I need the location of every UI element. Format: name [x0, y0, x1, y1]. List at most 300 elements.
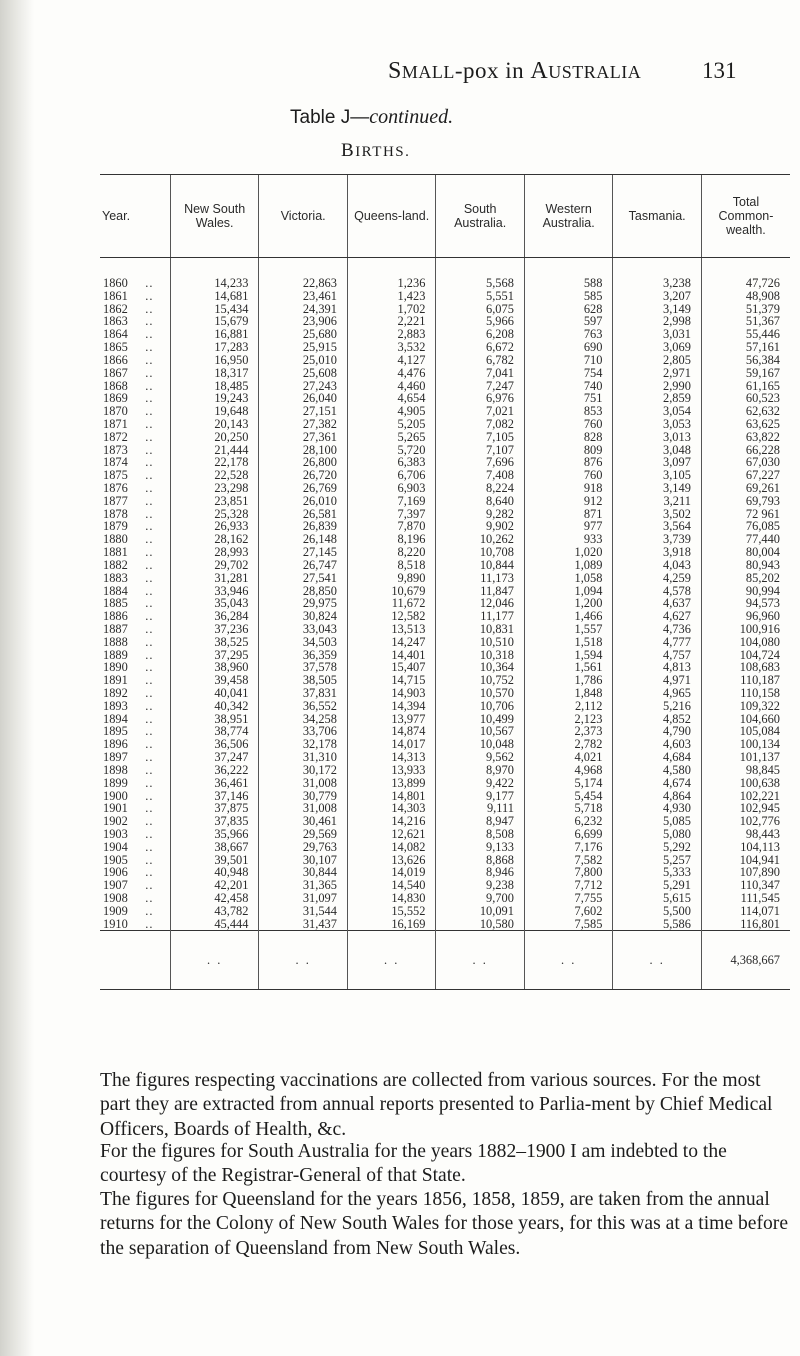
- value-cell: 760: [524, 469, 613, 482]
- value-cell: 96,960: [701, 610, 790, 623]
- year-cell: 1886: [103, 609, 128, 624]
- value-cell: 14,903: [347, 687, 436, 700]
- table-row: [100, 354, 790, 367]
- leader-dots: ..: [145, 596, 154, 611]
- value-cell: 3,564: [613, 520, 702, 533]
- total-placeholder-western-australia: . .: [524, 931, 613, 990]
- value-cell: 5,292: [613, 841, 702, 854]
- value-cell: 76,085: [701, 520, 790, 533]
- table-row: [100, 764, 790, 777]
- value-cell: 10,318: [436, 649, 525, 662]
- value-cell: 85,202: [701, 572, 790, 585]
- year-cell: 1866: [103, 352, 128, 367]
- value-cell: 14,681: [170, 290, 259, 303]
- value-cell: 24,391: [259, 303, 348, 316]
- paragraph-south-australia-note: For the figures for South Australia for the years 1882–1900 I am indebted to the courtesy of the Registrar-General of that State.: [100, 1141, 727, 1187]
- value-cell: 23,298: [170, 482, 259, 495]
- column-header-western-australia: Western Australia.: [524, 175, 613, 258]
- value-cell: 37,875: [170, 802, 259, 815]
- table-row: [100, 918, 790, 931]
- value-cell: 104,080: [701, 636, 790, 649]
- value-cell: 7,870: [347, 520, 436, 533]
- value-cell: 3,097: [613, 456, 702, 469]
- value-cell: 14,401: [347, 649, 436, 662]
- value-cell: 5,500: [613, 905, 702, 918]
- year-cell: 1873: [103, 442, 128, 457]
- table-title: Table J—continued.: [290, 106, 454, 128]
- year-cell: 1862: [103, 301, 128, 316]
- value-cell: 10,499: [436, 713, 525, 726]
- value-cell: 28,993: [170, 546, 259, 559]
- table-row: [100, 495, 790, 508]
- value-cell: 19,648: [170, 405, 259, 418]
- value-cell: 36,222: [170, 764, 259, 777]
- value-cell: 30,844: [259, 866, 348, 879]
- table-row: [100, 687, 790, 700]
- year-cell: 1890: [103, 660, 128, 675]
- leader-dots: ..: [145, 814, 154, 829]
- value-cell: 7,169: [347, 495, 436, 508]
- value-cell: 10,580: [436, 918, 525, 931]
- value-cell: 4,930: [613, 802, 702, 815]
- leader-dots: ..: [145, 686, 154, 700]
- value-cell: 740: [524, 380, 613, 393]
- value-cell: 14,017: [347, 738, 436, 751]
- value-cell: 5,720: [347, 444, 436, 457]
- value-cell: 22,528: [170, 469, 259, 482]
- value-cell: 102,221: [701, 790, 790, 803]
- value-cell: 45,444: [170, 918, 259, 931]
- value-cell: 8,947: [436, 815, 525, 828]
- value-cell: 19,243: [170, 392, 259, 405]
- table-row: [100, 700, 790, 713]
- value-cell: 27,243: [259, 380, 348, 393]
- year-cell: 1880: [103, 532, 128, 547]
- leader-dots: ..: [145, 416, 154, 431]
- value-cell: 10,752: [436, 674, 525, 687]
- value-cell: 15,434: [170, 303, 259, 316]
- value-cell: 5,205: [347, 418, 436, 431]
- value-cell: 14,313: [347, 751, 436, 764]
- year-cell: 1875: [103, 468, 128, 483]
- leader-dots: ..: [145, 852, 154, 867]
- value-cell: 5,291: [613, 879, 702, 892]
- value-cell: 1,020: [524, 546, 613, 559]
- value-cell: 1,848: [524, 687, 613, 700]
- table-row: [100, 905, 790, 918]
- value-cell: 6,903: [347, 482, 436, 495]
- value-cell: 31,008: [259, 802, 348, 815]
- value-cell: 14,801: [347, 790, 436, 803]
- year-cell: 1884: [103, 583, 128, 598]
- value-cell: 7,082: [436, 418, 525, 431]
- value-cell: 14,082: [347, 841, 436, 854]
- value-cell: 2,990: [613, 380, 702, 393]
- value-cell: 62,632: [701, 405, 790, 418]
- value-cell: 2,971: [613, 367, 702, 380]
- value-cell: 42,458: [170, 892, 259, 905]
- value-cell: 72 961: [701, 508, 790, 521]
- year-cell: 1895: [103, 724, 128, 739]
- value-cell: 7,696: [436, 456, 525, 469]
- value-cell: 35,043: [170, 597, 259, 610]
- value-cell: 5,568: [436, 277, 525, 290]
- value-cell: 2,859: [613, 392, 702, 405]
- leader-dots: ..: [145, 327, 154, 342]
- value-cell: 10,679: [347, 585, 436, 598]
- value-cell: 9,562: [436, 751, 525, 764]
- value-cell: 22,178: [170, 456, 259, 469]
- value-cell: 100,134: [701, 738, 790, 751]
- year-cell: 1871: [103, 416, 128, 431]
- value-cell: 4,757: [613, 649, 702, 662]
- value-cell: 3,105: [613, 469, 702, 482]
- table-row: [100, 777, 790, 790]
- value-cell: 9,700: [436, 892, 525, 905]
- value-cell: 4,627: [613, 610, 702, 623]
- value-cell: 38,667: [170, 841, 259, 854]
- leader-dots: ..: [145, 506, 154, 521]
- value-cell: 11,847: [436, 585, 525, 598]
- value-cell: 38,774: [170, 725, 259, 738]
- table-row: [100, 431, 790, 444]
- value-cell: 114,071: [701, 905, 790, 918]
- value-cell: 4,864: [613, 790, 702, 803]
- value-cell: 28,100: [259, 444, 348, 457]
- value-cell: 690: [524, 341, 613, 354]
- value-cell: 14,540: [347, 879, 436, 892]
- leader-dots: ..: [145, 545, 154, 560]
- value-cell: 2,123: [524, 713, 613, 726]
- value-cell: 60,523: [701, 392, 790, 405]
- value-cell: 31,008: [259, 777, 348, 790]
- value-cell: 18,485: [170, 380, 259, 393]
- value-cell: 27,361: [259, 431, 348, 444]
- value-cell: 7,602: [524, 905, 613, 918]
- value-cell: 3,054: [613, 405, 702, 418]
- value-cell: 110,347: [701, 879, 790, 892]
- value-cell: 26,747: [259, 559, 348, 572]
- value-cell: 25,328: [170, 508, 259, 521]
- leader-dots: ..: [145, 698, 154, 713]
- value-cell: 23,461: [259, 290, 348, 303]
- year-cell: 1860: [103, 276, 128, 290]
- value-cell: 26,933: [170, 520, 259, 533]
- leader-dots: ..: [145, 442, 154, 457]
- value-cell: 36,284: [170, 610, 259, 623]
- value-cell: 5,454: [524, 790, 613, 803]
- table-subtitle: BIRTHS.: [341, 140, 411, 161]
- leader-dots: ..: [145, 711, 154, 726]
- value-cell: 9,422: [436, 777, 525, 790]
- value-cell: 4,674: [613, 777, 702, 790]
- value-cell: 36,506: [170, 738, 259, 751]
- value-cell: 7,800: [524, 866, 613, 879]
- value-cell: 4,684: [613, 751, 702, 764]
- value-cell: 11,177: [436, 610, 525, 623]
- value-cell: 42,201: [170, 879, 259, 892]
- value-cell: 10,570: [436, 687, 525, 700]
- leader-dots: ..: [145, 621, 154, 636]
- value-cell: 102,945: [701, 802, 790, 815]
- value-cell: 28,162: [170, 533, 259, 546]
- value-cell: 110,187: [701, 674, 790, 687]
- value-cell: 4,852: [613, 713, 702, 726]
- paragraph-queensland-note: The figures for Queensland for the years 1856, 1858, 1859, are taken from the annual returns for the Colony of New South Wales for those years, for this was at a time before the separation of Queensland from New South Wales.: [100, 1189, 789, 1259]
- value-cell: 94,573: [701, 597, 790, 610]
- value-cell: 26,040: [259, 392, 348, 405]
- leader-dots: ..: [145, 916, 154, 931]
- value-cell: 4,460: [347, 380, 436, 393]
- leader-dots: ..: [145, 288, 154, 303]
- value-cell: 11,672: [347, 597, 436, 610]
- value-cell: 27,541: [259, 572, 348, 585]
- year-cell: 1876: [103, 481, 128, 495]
- value-cell: 4,813: [613, 661, 702, 674]
- value-cell: 5,333: [613, 866, 702, 879]
- value-cell: 6,706: [347, 469, 436, 482]
- value-cell: 3,238: [613, 277, 702, 290]
- value-cell: 8,518: [347, 559, 436, 572]
- value-cell: 33,706: [259, 725, 348, 738]
- column-header-victoria: Victoria.: [259, 175, 348, 258]
- value-cell: 3,048: [613, 444, 702, 457]
- value-cell: 7,397: [347, 508, 436, 521]
- value-cell: 100,638: [701, 777, 790, 790]
- value-cell: 10,844: [436, 559, 525, 572]
- year-cell: 1863: [103, 314, 128, 329]
- value-cell: 3,053: [613, 418, 702, 431]
- value-cell: 107,890: [701, 866, 790, 879]
- value-cell: 27,145: [259, 546, 348, 559]
- value-cell: 14,715: [347, 674, 436, 687]
- value-cell: 628: [524, 303, 613, 316]
- value-cell: 104,660: [701, 713, 790, 726]
- year-cell: 1882: [103, 557, 128, 572]
- value-cell: 14,019: [347, 866, 436, 879]
- total-placeholder-south-australia: . .: [436, 931, 525, 990]
- year-cell: 1879: [103, 519, 128, 534]
- leader-dots: ..: [145, 352, 154, 367]
- year-cell: 1905: [103, 852, 128, 867]
- year-cell: 1907: [103, 878, 128, 893]
- value-cell: 9,282: [436, 508, 525, 521]
- year-cell: 1902: [103, 814, 128, 829]
- value-cell: 2,373: [524, 725, 613, 738]
- table-row: [100, 892, 790, 905]
- table-row: [100, 751, 790, 764]
- value-cell: 1,236: [347, 277, 436, 290]
- year-cell: 1897: [103, 750, 128, 765]
- value-cell: 1,466: [524, 610, 613, 623]
- value-cell: 3,031: [613, 328, 702, 341]
- value-cell: 31,310: [259, 751, 348, 764]
- value-cell: 7,712: [524, 879, 613, 892]
- value-cell: 5,216: [613, 700, 702, 713]
- value-cell: 108,683: [701, 661, 790, 674]
- table-header-row: [100, 175, 790, 258]
- value-cell: 3,149: [613, 303, 702, 316]
- leader-dots: ..: [145, 891, 154, 905]
- table-row: [100, 546, 790, 559]
- value-cell: 7,105: [436, 431, 525, 444]
- value-cell: 25,915: [259, 341, 348, 354]
- value-cell: 77,440: [701, 533, 790, 546]
- value-cell: 34,258: [259, 713, 348, 726]
- value-cell: 7,041: [436, 367, 525, 380]
- value-cell: 61,165: [701, 380, 790, 393]
- value-cell: 6,976: [436, 392, 525, 405]
- value-cell: 27,151: [259, 405, 348, 418]
- value-cell: 4,971: [613, 674, 702, 687]
- leader-dots: ..: [145, 493, 154, 508]
- value-cell: 754: [524, 367, 613, 380]
- value-cell: 5,586: [613, 918, 702, 931]
- value-cell: 66,228: [701, 444, 790, 457]
- year-cell: 1891: [103, 673, 128, 688]
- table-row: [100, 828, 790, 841]
- table-row: [100, 636, 790, 649]
- value-cell: 4,603: [613, 738, 702, 751]
- value-cell: 90,994: [701, 585, 790, 598]
- value-cell: 4,790: [613, 725, 702, 738]
- value-cell: 588: [524, 277, 613, 290]
- births-table: [100, 174, 790, 990]
- value-cell: 26,010: [259, 495, 348, 508]
- value-cell: 55,446: [701, 328, 790, 341]
- value-cell: 116,801: [701, 918, 790, 931]
- value-cell: 111,545: [701, 892, 790, 905]
- value-cell: 2,112: [524, 700, 613, 713]
- value-cell: 11,173: [436, 572, 525, 585]
- value-cell: 1,561: [524, 661, 613, 674]
- value-cell: 13,626: [347, 854, 436, 867]
- leader-dots: ..: [145, 314, 154, 329]
- value-cell: 26,720: [259, 469, 348, 482]
- value-cell: 29,975: [259, 597, 348, 610]
- leader-dots: ..: [145, 647, 154, 662]
- value-cell: 876: [524, 456, 613, 469]
- value-cell: 69,261: [701, 482, 790, 495]
- value-cell: 5,257: [613, 854, 702, 867]
- value-cell: 23,906: [259, 315, 348, 328]
- value-cell: 5,966: [436, 315, 525, 328]
- value-cell: 10,091: [436, 905, 525, 918]
- value-cell: 8,220: [347, 546, 436, 559]
- value-cell: 37,247: [170, 751, 259, 764]
- table-row: [100, 559, 790, 572]
- year-cell: 1893: [103, 698, 128, 713]
- value-cell: 4,968: [524, 764, 613, 777]
- value-cell: 31,365: [259, 879, 348, 892]
- page-number: 131: [702, 58, 737, 83]
- value-cell: 37,236: [170, 623, 259, 636]
- leader-dots: ..: [145, 532, 154, 547]
- value-cell: 5,174: [524, 777, 613, 790]
- value-cell: 10,262: [436, 533, 525, 546]
- value-cell: 57,161: [701, 341, 790, 354]
- year-cell: 1867: [103, 365, 128, 380]
- value-cell: 98,443: [701, 828, 790, 841]
- value-cell: 918: [524, 482, 613, 495]
- total-placeholder-tasmania: . .: [613, 931, 702, 990]
- value-cell: 912: [524, 495, 613, 508]
- column-header-year: Year.: [100, 175, 170, 258]
- value-cell: 1,702: [347, 303, 436, 316]
- paragraph-vaccination-sources: The figures respecting vaccinations are collected from various sources. For the most part they are extracted from annual reports presented to Parlia-ment by Chief Medical Officers, Boards of Health, &c.: [100, 1070, 773, 1140]
- value-cell: 14,233: [170, 277, 259, 290]
- year-cell: 1869: [103, 391, 128, 406]
- table-row: [100, 623, 790, 636]
- leader-dots: ..: [145, 865, 154, 880]
- value-cell: 25,608: [259, 367, 348, 380]
- year-cell: 1908: [103, 891, 128, 905]
- page-binding-shadow: [0, 0, 34, 1356]
- year-cell: 1896: [103, 737, 128, 752]
- value-cell: 36,359: [259, 649, 348, 662]
- value-cell: 6,782: [436, 354, 525, 367]
- total-placeholder-queensland: . .: [347, 931, 436, 990]
- value-cell: 4,476: [347, 367, 436, 380]
- value-cell: 9,111: [436, 802, 525, 815]
- value-cell: 15,552: [347, 905, 436, 918]
- year-cell: 1874: [103, 455, 128, 470]
- grand-total-cell: 4,368,667: [701, 931, 790, 990]
- value-cell: 16,881: [170, 328, 259, 341]
- year-cell: 1909: [103, 903, 128, 918]
- value-cell: 9,890: [347, 572, 436, 585]
- value-cell: 26,800: [259, 456, 348, 469]
- year-cell: 1899: [103, 775, 128, 790]
- value-cell: 9,902: [436, 520, 525, 533]
- value-cell: 29,702: [170, 559, 259, 572]
- value-cell: 1,594: [524, 649, 613, 662]
- value-cell: 30,461: [259, 815, 348, 828]
- value-cell: 7,582: [524, 854, 613, 867]
- value-cell: 14,874: [347, 725, 436, 738]
- value-cell: 35,966: [170, 828, 259, 841]
- value-cell: 2,782: [524, 738, 613, 751]
- year-cell: 1877: [103, 493, 128, 508]
- value-cell: 6,232: [524, 815, 613, 828]
- value-cell: 7,107: [436, 444, 525, 457]
- value-cell: 104,941: [701, 854, 790, 867]
- column-header-total: Total Common-wealth.: [701, 175, 790, 258]
- table-total-row: [100, 931, 790, 990]
- value-cell: 13,513: [347, 623, 436, 636]
- value-cell: 25,680: [259, 328, 348, 341]
- value-cell: 1,557: [524, 623, 613, 636]
- year-cell: 1894: [103, 711, 128, 726]
- leader-dots: ..: [145, 583, 154, 598]
- year-cell: 1878: [103, 506, 128, 521]
- leader-dots: ..: [145, 570, 154, 585]
- running-head: SMALL-pox in AUSTRALIA: [388, 58, 642, 84]
- year-cell: 1870: [103, 404, 128, 419]
- year-cell: 1888: [103, 634, 128, 649]
- value-cell: 10,048: [436, 738, 525, 751]
- value-cell: 1,058: [524, 572, 613, 585]
- year-cell: 1906: [103, 865, 128, 880]
- value-cell: 105,084: [701, 725, 790, 738]
- value-cell: 36,461: [170, 777, 259, 790]
- value-cell: 809: [524, 444, 613, 457]
- value-cell: 763: [524, 328, 613, 341]
- value-cell: 3,502: [613, 508, 702, 521]
- value-cell: 40,342: [170, 700, 259, 713]
- table-body: [100, 258, 790, 931]
- value-cell: 23,851: [170, 495, 259, 508]
